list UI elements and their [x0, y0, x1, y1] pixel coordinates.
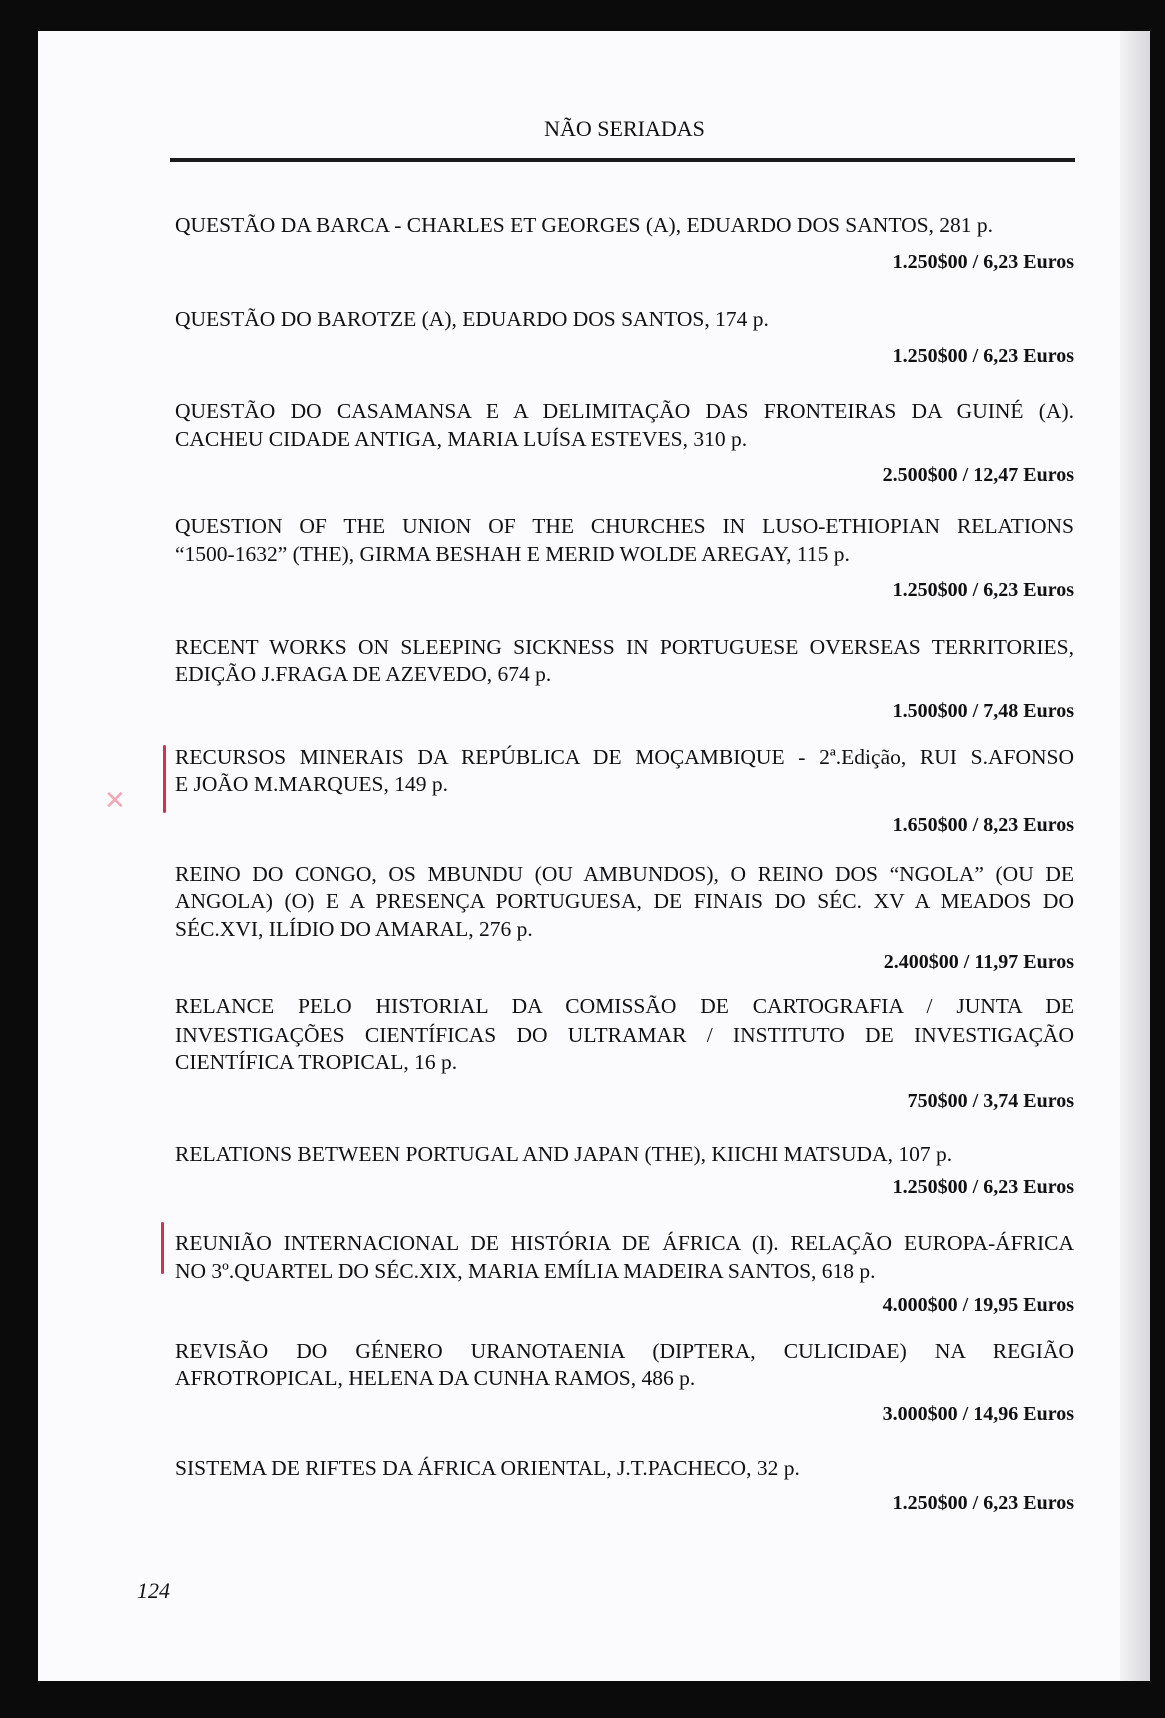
page-number: 124: [137, 1578, 170, 1603]
entry-title-line: SÉC.XVI, ILÍDIO DO AMARAL, 276 p.: [175, 917, 533, 941]
entry-price: 1.250$00 / 6,23 Euros: [892, 251, 1074, 273]
red-margin-bracket: [163, 745, 166, 813]
entry-title-line: E JOÃO M.MARQUES, 149 p.: [175, 772, 448, 796]
entry-price: 1.250$00 / 6,23 Euros: [892, 345, 1074, 367]
entry-price: 4.000$00 / 19,95 Euros: [882, 1294, 1074, 1316]
entry-title-line: QUESTÃO DO BAROTZE (A), EDUARDO DOS SANTOS, 174 p.: [175, 307, 769, 331]
entry-title-line: EDIÇÃO J.FRAGA DE AZEVEDO, 674 p.: [175, 662, 552, 686]
entry-price: 1.250$00 / 6,23 Euros: [892, 579, 1074, 601]
entry-price: 1.650$00 / 8,23 Euros: [892, 814, 1074, 836]
entry-title-line: RECURSOS MINERAIS DA REPÚBLICA DE MOÇAMBIQUE - 2ª.Edição, RUI S.AFONSO: [175, 745, 1074, 769]
heading-rule: [170, 158, 1075, 162]
entry-title-line: SISTEMA DE RIFTES DA ÁFRICA ORIENTAL, J.T.PACHECO, 32 p.: [175, 1456, 800, 1480]
entry-price: 2.500$00 / 12,47 Euros: [882, 464, 1074, 486]
entry-price: 1.250$00 / 6,23 Euros: [892, 1176, 1074, 1198]
entry-title-line: CIENTÍFICA TROPICAL, 16 p.: [175, 1050, 458, 1074]
entry-title-line: REVISÃO DO GÉNERO URANOTAENIA (DIPTERA, CULICIDAE) NA REGIÃO: [175, 1339, 1074, 1363]
entry-title-line: NO 3º.QUARTEL DO SÉC.XIX, MARIA EMÍLIA MADEIRA SANTOS, 618 p.: [175, 1259, 876, 1283]
entry-title-line: QUESTÃO DO CASAMANSA E A DELIMITAÇÃO DAS FRONTEIRAS DA GUINÉ (A).: [175, 399, 1074, 423]
entry-title-line: ANGOLA) (O) E A PRESENÇA PORTUGUESA, DE FINAIS DO SÉC. XV A MEADOS DO: [175, 889, 1074, 913]
section-heading: NÃO SERIADAS: [544, 116, 705, 141]
entry-title-line: RECENT WORKS ON SLEEPING SICKNESS IN PORTUGUESE OVERSEAS TERRITORIES,: [175, 635, 1074, 659]
entry-price: 1.250$00 / 6,23 Euros: [892, 1492, 1074, 1514]
entry-title-line: RELATIONS BETWEEN PORTUGAL AND JAPAN (THE), KIICHI MATSUDA, 107 p.: [175, 1142, 953, 1166]
red-margin-bracket: [161, 1222, 164, 1274]
entry-title-line: “1500-1632” (THE), GIRMA BESHAH E MERID WOLDE AREGAY, 115 p.: [175, 542, 850, 566]
entry-title-line: AFROTROPICAL, HELENA DA CUNHA RAMOS, 486 p.: [175, 1366, 696, 1390]
entry-title-line: REINO DO CONGO, OS MBUNDU (OU AMBUNDOS), O REINO DOS “NGOLA” (OU DE: [175, 862, 1074, 886]
entry-title-line: QUESTION OF THE UNION OF THE CHURCHES IN LUSO-ETHIOPIAN RELATIONS: [175, 514, 1074, 538]
page-paper: [38, 31, 1148, 1681]
entry-price: 2.400$00 / 11,97 Euros: [883, 951, 1074, 973]
page-edge-shadow: [1120, 31, 1150, 1681]
entry-price: 1.500$00 / 7,48 Euros: [892, 700, 1074, 722]
entry-price: 750$00 / 3,74 Euros: [907, 1090, 1074, 1112]
entry-title-line: INVESTIGAÇÕES CIENTÍFICAS DO ULTRAMAR / INSTITUTO DE INVESTIGAÇÃO: [175, 1023, 1074, 1047]
entry-title-line: REUNIÃO INTERNACIONAL DE HISTÓRIA DE ÁFRICA (I). RELAÇÃO EUROPA-ÁFRICA: [175, 1231, 1074, 1255]
entry-title-line: CACHEU CIDADE ANTIGA, MARIA LUÍSA ESTEVES, 310 p.: [175, 427, 748, 451]
entry-title-line: QUESTÃO DA BARCA - CHARLES ET GEORGES (A), EDUARDO DOS SANTOS, 281 p.: [175, 213, 994, 237]
entry-price: 3.000$00 / 14,96 Euros: [882, 1403, 1074, 1425]
pencil-x-mark: ✕: [104, 786, 126, 815]
entry-title-line: RELANCE PELO HISTORIAL DA COMISSÃO DE CARTOGRAFIA / JUNTA DE: [175, 994, 1074, 1018]
